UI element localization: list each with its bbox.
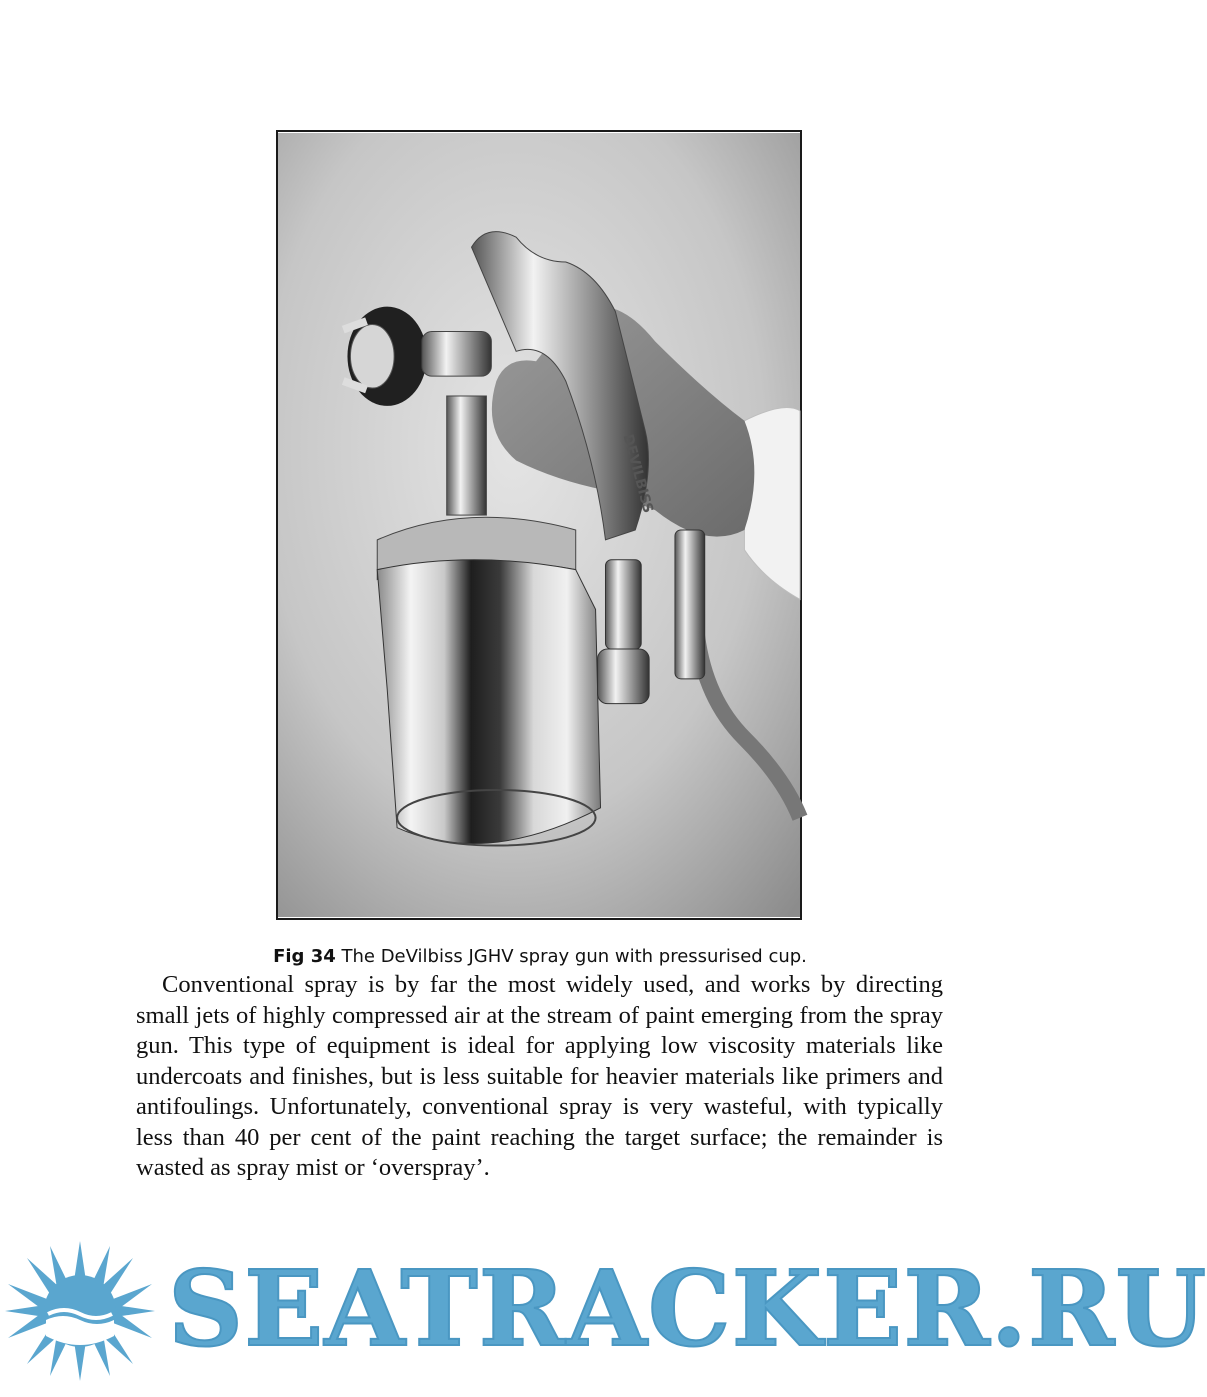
spray-gun-photo — [278, 132, 800, 918]
brand-engraving: DEVILBISS — [619, 432, 656, 515]
watermark — [0, 1236, 1207, 1397]
figure-caption — [0, 946, 1080, 967]
sun-wave-logo-icon — [0, 1236, 160, 1386]
figure-label: Fig 34 — [273, 946, 336, 967]
figure-photo — [276, 130, 802, 920]
body-paragraph: Conventional spray is by far the most widely used, and works by directing small jets of highly compressed air at the stream of paint emerging from the spray gun. This type of equipment is ideal for applying low viscosity materials like undercoats and finishes, but is less suitable for heavier materials like primers and antifoulings. Unfortunately, conventional spray is very wasteful, with typically less than 40 per cent of the paint reaching the target surface; the remainder is wasted as spray mist or ‘overspray’. — [136, 971, 943, 1181]
figure-caption-text: The DeVilbiss JGHV spray gun with pressurised cup. — [341, 946, 807, 967]
watermark-text: SEATRACKER.RU — [168, 1247, 1207, 1370]
